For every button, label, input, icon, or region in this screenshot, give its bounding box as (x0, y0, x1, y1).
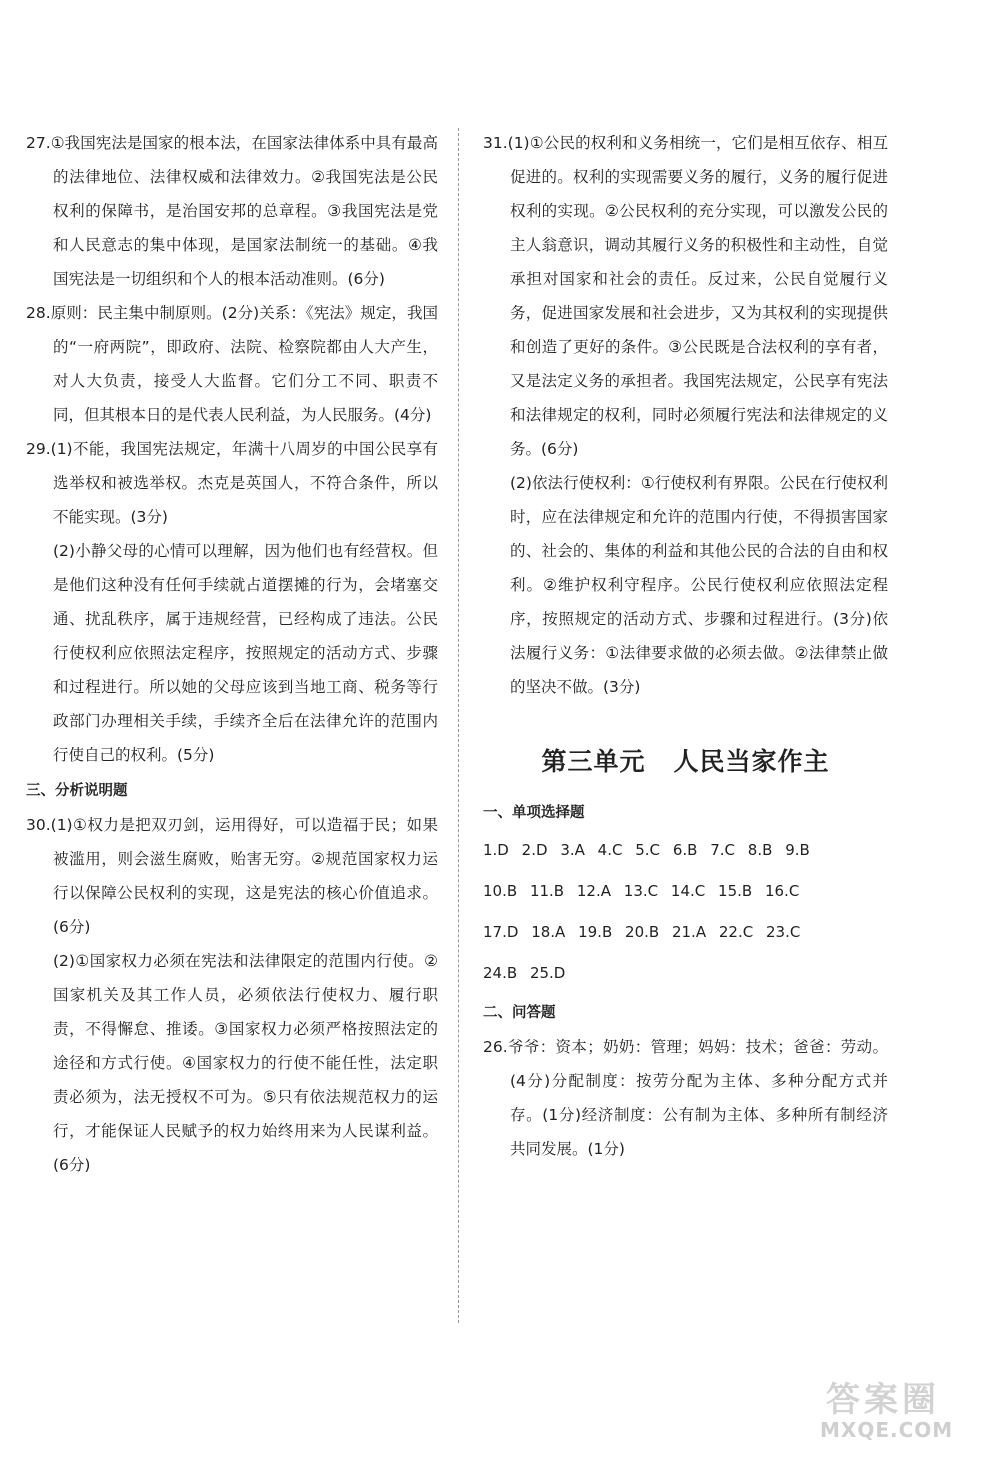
unit-title (483, 742, 888, 778)
answer-31-part2: (2)依法行使权利：①行使权利有界限。公民在行使权利时，应在法律规定和允许的范围内行使，不得损害国家的、社会的、集体的利益和其他公民的合法的自由和权利。②维护权利守程序。公民行使权利应依照法定程序，按照规定的活动方式、步骤和过程进行。(3分)依法履行义务：①法律要求做的必须去做。②法律禁止做的坚决不做。(3分) (510, 474, 888, 696)
answer-30-part2: (2)①国家权力必须在宪法和法律限定的范围内行使。②国家机关及其工作人员，必须依法行使权力、履行职责，不得懈怠、推诿。③国家权力必须严格按照法定的途径和方式行使。④国家权力的行使不能任性，法定职责必须为，法无授权不可为。⑤只有依法规范权力的运行，才能保证人民赋予的权力始终用来为人民谋利益。(6分) (53, 952, 438, 1174)
choice-answer: 16.C (764, 882, 800, 900)
unit-title-number: 第三单元 (541, 747, 646, 776)
choice-answer: 13.C (623, 882, 659, 900)
answer-row (483, 953, 888, 994)
watermark-logo-text: 答案圈 (826, 1380, 940, 1420)
answer-26: 26.爷爷：资本；奶奶：管理；妈妈：技术；爸爸：劳动。(4分)分配制度：按劳分配为主体、多种分配方式并存。(1分)经济制度：公有制为主体、多种所有制经济共同发展。(1分) (483, 1038, 888, 1158)
answer-row (483, 830, 888, 871)
choice-answer: 25.D (529, 964, 566, 982)
watermark-logo (826, 1372, 976, 1420)
column-divider (458, 128, 459, 1323)
choice-answer: 24.B (483, 964, 518, 982)
choice-answer: 4.C (597, 841, 623, 859)
choice-answer: 19.B (578, 923, 613, 941)
choice-answer: 7.C (710, 841, 736, 859)
choice-answer: 11.B (529, 882, 565, 900)
answer-30-part1: 30.(1)①权力是把双刃剑，运用得好，可以造福于民；如果被滥用，则会滋生腐败，贻害无穷。②规范国家权力运行以保障公民权利的实现，这是宪法的核心价值追求。(6分) (26, 816, 438, 936)
answer-row (483, 871, 888, 912)
section-heading-single-choice: 一、单项选择题 (483, 805, 585, 821)
unit-title-name: 人民当家作主 (673, 747, 830, 776)
choice-answer: 18.A (531, 923, 566, 941)
choice-answer: 23.C (766, 923, 801, 941)
choice-answer: 17.D (483, 923, 519, 941)
choice-answer: 3.A (560, 841, 585, 859)
answer-row (483, 912, 888, 953)
choice-answer: 2.D (521, 841, 548, 859)
answer-31-part1: 31.(1)①公民的权利和义务相统一，它们是相互依存、相互促进的。权利的实现需要义务的履行，义务的履行促进权利的实现。②公民权利的充分实现，可以激发公民的主人翁意识，调动其履行义务的积极性和主动性，自觉承担对国家和社会的责任。反过来，公民自觉履行义务，促进国家发展和社会进步，又为其权利的实现提供和创造了更好的条件。③公民既是合法权利的享有者，又是法定义务的承担者。我国宪法规定，公民享有宪法和法律规定的权利，同时必须履行宪法和法律规定的义务。(6分) (483, 134, 888, 458)
answer-27: 27.①我国宪法是国家的根本法，在国家法律体系中具有最高的法律地位、法律权威和法律效力。②我国宪法是公民权利的保障书，是治国安邦的总章程。③我国宪法是党和人民意志的集中体现，是国家法制统一的基础。④我国宪法是一切组织和个人的根本活动准则。(6分) (26, 134, 438, 288)
choice-answer: 21.A (671, 923, 707, 941)
choice-answer: 12.A (576, 882, 611, 900)
choice-answer: 9.B (785, 841, 810, 859)
choice-answer: 5.C (635, 841, 661, 859)
section-heading-qa: 二、问答题 (483, 1005, 556, 1021)
answer-29-part1: 29.(1)不能，我国宪法规定，年满十八周岁的中国公民享有选举权和被选举权。杰克是英国人，不符合条件，所以不能实现。(3分) (26, 440, 438, 526)
answer-29-part2: (2)小静父母的心情可以理解，因为他们也有经营权。但是他们这种没有任何手续就占道摆摊的行为，会堵塞交通、扰乱秩序，属于违规经营，已经构成了违法。公民行使权利应依照法定程序，按照规定的活动方式、步骤和过程进行。所以她的父母应该到当地工商、税务等行政部门办理相关手续，手续齐全后在法律允许的范围内行使自己的权利。(5分) (53, 542, 438, 764)
watermark-url: MXQE.COM (820, 1418, 954, 1442)
answer-28: 28.原则：民主集中制原则。(2分)关系：《宪法》规定，我国的“一府两院”，即政府、法院、检察院都由人大产生，对人大负责，接受人大监督。它们分工不同、职责不同，但其根本日的是代表人民利益，为人民服务。(4分) (26, 304, 438, 424)
left-column (26, 126, 438, 1182)
choice-answer: 10.B (483, 882, 518, 900)
answer-key (483, 830, 888, 994)
choice-answer: 6.B (672, 841, 698, 859)
choice-answer: 8.B (747, 841, 773, 859)
choice-answer: 1.D (483, 841, 509, 859)
right-column (483, 126, 888, 1166)
choice-answer: 22.C (718, 923, 754, 941)
choice-answer: 15.B (718, 882, 753, 900)
choice-answer: 14.C (670, 882, 706, 900)
section-heading-analysis: 三、分析说明题 (26, 783, 128, 799)
choice-answer: 20.B (625, 923, 660, 941)
